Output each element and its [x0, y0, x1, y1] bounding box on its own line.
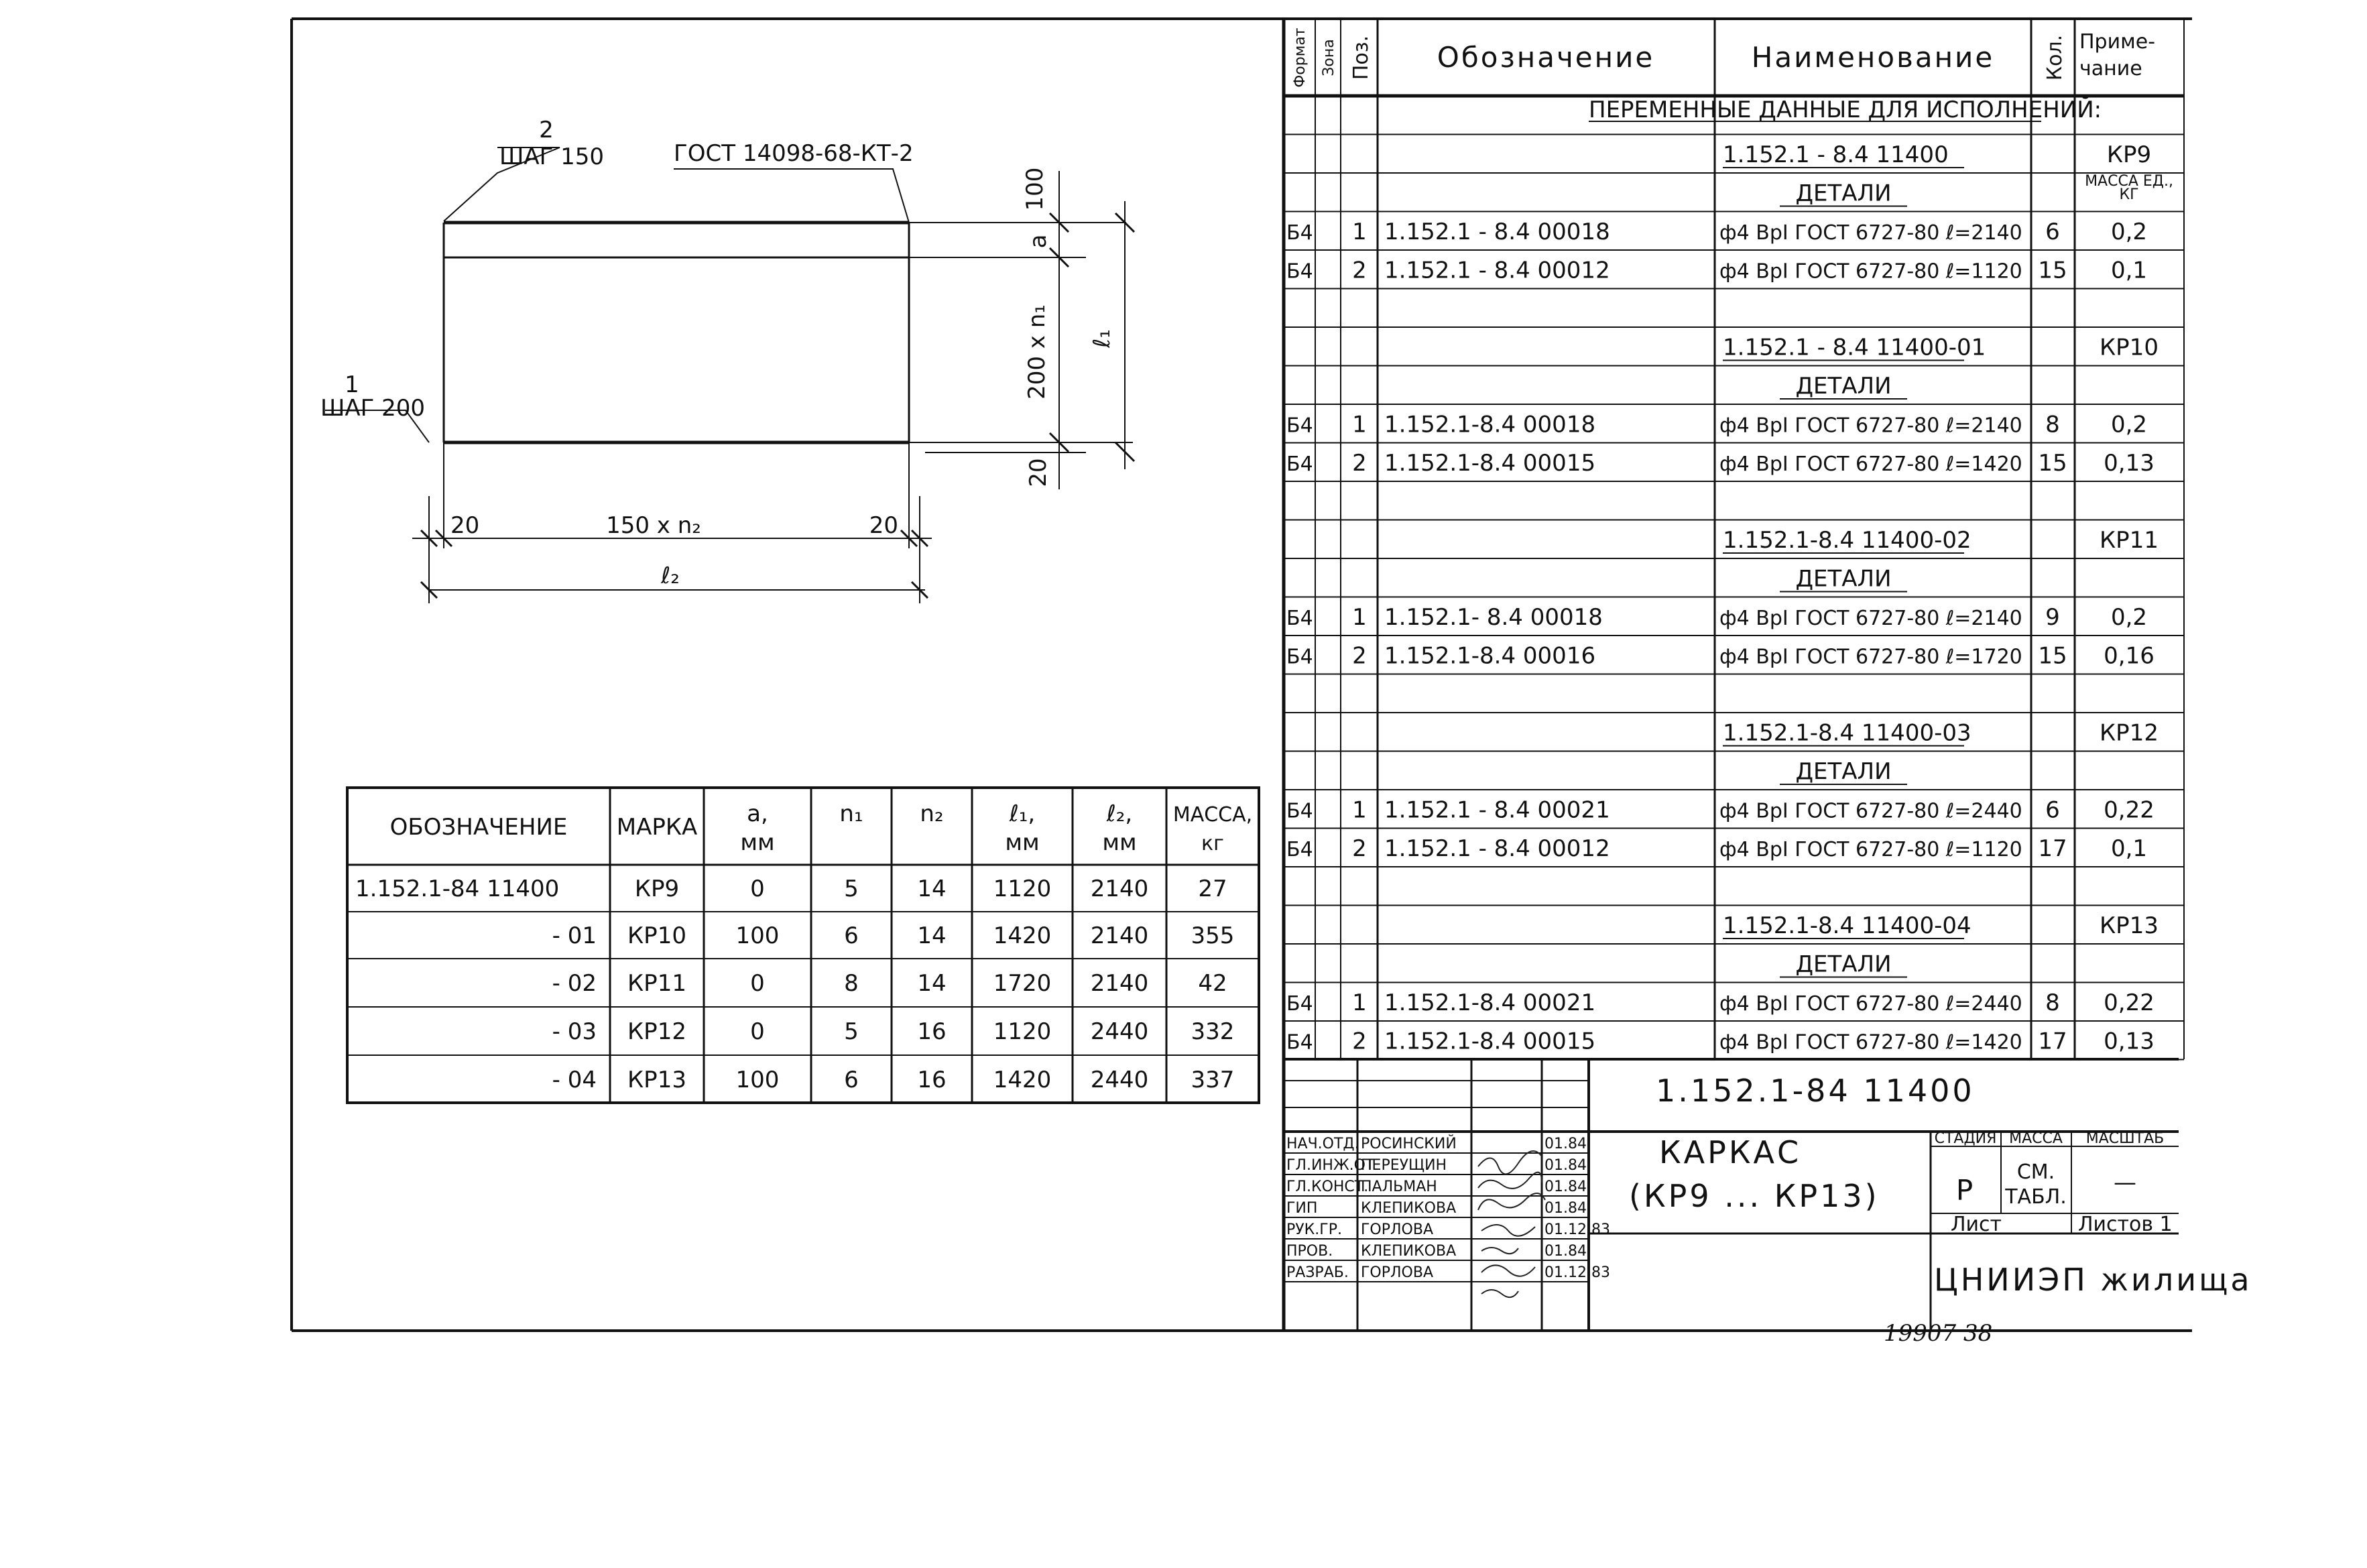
spec-item-qty: 17: [2038, 1028, 2067, 1055]
spec-item-mass: 0,1: [2110, 257, 2148, 284]
param-cell: 6: [844, 922, 859, 949]
signature-date: 01.84: [1544, 1179, 1587, 1195]
param-cell: 337: [1191, 1067, 1235, 1093]
param-cell: 332: [1191, 1018, 1235, 1045]
spec-variant-code: 1.152.1 - 8.4 11400-01: [1723, 334, 1986, 361]
spec-item-name: ф4 ВрI ГОСТ 6727-80 ℓ=1120: [1719, 259, 2022, 284]
dim-bottom-label: 20: [1025, 458, 1052, 487]
param-cell: 100: [735, 922, 780, 949]
spec-item-format: Б4: [1286, 838, 1313, 861]
spec-item-format: Б4: [1286, 607, 1313, 630]
spec-item-mass: 0,2: [2110, 411, 2148, 438]
spec-header-zone: Зона: [1321, 39, 1337, 76]
spec-item-pos: 2: [1352, 450, 1367, 477]
param-row-designation: - 03: [552, 1018, 597, 1045]
spec-header-qty: Кол.: [2043, 34, 2067, 81]
param-cell: 1720: [993, 970, 1052, 997]
spec-item-designation: 1.152.1-8.4 00015: [1384, 1028, 1596, 1055]
callout-1-step: ШАГ 200: [320, 395, 426, 422]
callout-2-pos: 2: [539, 117, 554, 143]
spec-item-name: ф4 ВрI ГОСТ 6727-80 ℓ=1420: [1719, 453, 2022, 476]
signature-date: 01.84: [1544, 1157, 1587, 1174]
spec-item-pos: 1: [1352, 989, 1367, 1016]
param-row-designation: 1.152.1-84 11400: [355, 876, 560, 902]
param-header-a: a,: [747, 800, 768, 827]
param-cell: 8: [844, 970, 859, 997]
spec-variant-code: 1.152.1-8.4 11400-03: [1723, 719, 1971, 747]
signature-date: 01.84: [1544, 1136, 1587, 1152]
spec-item-mass: 0,13: [2104, 1028, 2154, 1055]
spec-variant-mark: КР10: [2100, 334, 2159, 361]
sheets-label: Листов 1: [2078, 1213, 2173, 1236]
signature-role: ГЛ.ИНЖ.ОТ: [1286, 1157, 1375, 1174]
mass-value-2: ТАБЛ.: [2005, 1185, 2067, 1209]
spec-item-designation: 1.152.1- 8.4 00018: [1384, 604, 1603, 631]
spec-item-format: Б4: [1286, 414, 1313, 438]
spec-item-qty: 6: [2045, 219, 2060, 245]
spec-item-pos: 1: [1352, 411, 1367, 438]
param-cell: 100: [735, 1067, 780, 1093]
param-header-mass: МАССА,: [1172, 803, 1253, 827]
spec-variant-code: 1.152.1-8.4 11400-04: [1723, 912, 1971, 939]
spec-item-name: ф4 ВрI ГОСТ 6727-80 ℓ=2140: [1719, 414, 2022, 438]
title-block: [1629, 1073, 2252, 1298]
spec-item-designation: 1.152.1-8.4 00018: [1384, 411, 1596, 438]
spec-item-designation: 1.152.1-8.4 00021: [1384, 989, 1596, 1016]
param-header-a-unit: мм: [740, 829, 775, 856]
mass-label: МАССА: [2009, 1130, 2063, 1147]
param-cell: 16: [917, 1018, 947, 1045]
signature-role: ГИП: [1286, 1200, 1318, 1217]
callout-2-step: ШАГ 150: [499, 143, 605, 170]
spec-item-qty: 17: [2038, 835, 2067, 862]
spec-item-format: Б4: [1286, 799, 1313, 823]
spec-item-mass: 0,2: [2110, 604, 2148, 631]
param-cell: 5: [844, 876, 859, 902]
spec-item-format: Б4: [1286, 453, 1313, 476]
spec-section-title: ДЕТАЛИ: [1795, 565, 1892, 593]
signature-name: ПЕРЕУЩИН: [1361, 1157, 1447, 1174]
param-cell: КР9: [634, 876, 680, 902]
signature-scribbles: [1478, 1151, 1545, 1297]
param-cell: 2140: [1090, 970, 1149, 997]
spec-item-mass: 0,1: [2110, 835, 2148, 862]
dim-l2-label: ℓ₂: [661, 562, 680, 589]
dim-right-label: 20: [869, 512, 898, 539]
spec-item-qty: 9: [2045, 604, 2060, 631]
mass-unit-header: МАССА ЕД.,: [2085, 173, 2173, 190]
spec-item-format: Б4: [1286, 1030, 1313, 1054]
signature-name: ПАЛЬМАН: [1361, 1179, 1437, 1195]
signature-role: НАЧ.ОТД.: [1286, 1136, 1359, 1152]
spec-variant-mark: КР13: [2100, 912, 2159, 939]
dim-vertical-label: 200 x n₁: [1024, 304, 1050, 400]
spec-item-qty: 15: [2038, 450, 2067, 477]
spec-item-format: Б4: [1286, 992, 1313, 1016]
param-cell: 6: [844, 1067, 859, 1093]
param-cell: КР10: [627, 922, 686, 949]
spec-item-pos: 2: [1352, 835, 1367, 862]
param-cell: 0: [750, 970, 765, 997]
param-table-rows: [355, 876, 1234, 1093]
spec-item-pos: 1: [1352, 604, 1367, 631]
param-cell: 1420: [993, 1067, 1052, 1093]
spec-section-title: ДЕТАЛИ: [1795, 951, 1892, 978]
param-cell: 355: [1191, 922, 1235, 949]
spec-item-pos: 1: [1352, 219, 1367, 245]
spec-item-pos: 1: [1352, 796, 1367, 824]
spec-header-note-1: Приме-: [2079, 30, 2156, 54]
param-cell: 0: [750, 876, 765, 902]
param-header-mark: МАРКА: [616, 814, 698, 841]
dim-top-label: 100: [1022, 167, 1048, 211]
spec-item-name: ф4 ВрI ГОСТ 6727-80 ℓ=1420: [1719, 1030, 2022, 1054]
dim-left-label: 20: [450, 512, 480, 539]
param-cell: 14: [917, 970, 947, 997]
spec-variant-mark: КР11: [2100, 527, 2159, 554]
signature-name: ГОРЛОВА: [1361, 1221, 1434, 1238]
spec-item-name: ф4 ВрI ГОСТ 6727-80 ℓ=1720: [1719, 645, 2022, 669]
spec-item-pos: 2: [1352, 642, 1367, 670]
spec-table-header: [1292, 27, 2155, 87]
param-cell: 2440: [1090, 1018, 1149, 1045]
footer-stamp: 19907 38: [1884, 1320, 1993, 1347]
spec-item-pos: 2: [1352, 1028, 1367, 1055]
param-cell: 27: [1198, 876, 1227, 902]
param-header-mass-unit: кг: [1201, 832, 1224, 855]
signature-date: 01.12.83: [1544, 1221, 1610, 1238]
drawing-subtitle: (КР9 ... КР13): [1629, 1178, 1880, 1214]
document-code: 1.152.1-84 11400: [1656, 1073, 1975, 1109]
stage-value: Р: [1955, 1174, 1976, 1207]
dim-l1-label: ℓ₁: [1089, 329, 1115, 348]
spec-header-name: Наименование: [1751, 41, 1995, 74]
signature-role: ГЛ.КОНСТ.: [1286, 1179, 1369, 1195]
param-header-l1: ℓ₁,: [1009, 800, 1036, 827]
spec-item-mass: 0,16: [2104, 642, 2154, 670]
param-cell: КР12: [627, 1018, 686, 1045]
spec-item-name: ф4 ВрI ГОСТ 6727-80 ℓ=2140: [1719, 221, 2022, 245]
param-row-designation: - 02: [552, 970, 597, 997]
spec-item-format: Б4: [1286, 259, 1313, 284]
signature-rows: [1286, 1135, 1610, 1281]
param-cell: 16: [917, 1067, 947, 1093]
spec-item-designation: 1.152.1 - 8.4 00021: [1384, 796, 1610, 824]
weld-standard-label: ГОСТ 14098-68-КТ-2: [674, 140, 914, 167]
signature-date: 01.12.83: [1544, 1264, 1610, 1281]
organization-name: ЦНИИЭП жилища: [1934, 1262, 2252, 1298]
param-table-header: [390, 800, 1253, 856]
spec-item-name: ф4 ВрI ГОСТ 6727-80 ℓ=1120: [1719, 838, 2022, 861]
signature-role: ПРОВ.: [1286, 1243, 1333, 1260]
dim-a-label: a: [1025, 234, 1052, 249]
spec-item-qty: 8: [2045, 411, 2060, 438]
spec-item-name: ф4 ВрI ГОСТ 6727-80 ℓ=2140: [1719, 607, 2022, 630]
param-cell: 2140: [1090, 922, 1149, 949]
spec-item-mass: 0,22: [2104, 796, 2154, 824]
param-header-l2: ℓ₂,: [1106, 800, 1133, 827]
drawing-title: КАРКАС: [1659, 1134, 1802, 1170]
spec-item-designation: 1.152.1 - 8.4 00018: [1384, 219, 1610, 245]
spec-item-qty: 6: [2045, 796, 2060, 824]
signature-role: РУК.ГР.: [1286, 1221, 1342, 1238]
spec-item-designation: 1.152.1-8.4 00016: [1384, 642, 1596, 670]
spec-item-format: Б4: [1286, 645, 1313, 669]
spec-section-title: ДЕТАЛИ: [1795, 373, 1892, 400]
param-cell: КР11: [627, 970, 686, 997]
spec-item-mass: 0,22: [2104, 989, 2154, 1016]
param-header-l1-unit: мм: [1005, 829, 1040, 856]
spec-item-name: ф4 ВрI ГОСТ 6727-80 ℓ=2440: [1719, 799, 2022, 823]
param-cell: 1120: [993, 1018, 1052, 1045]
mass-unit-header-2: КГ: [2119, 186, 2139, 203]
signature-date: 01.84: [1544, 1200, 1587, 1217]
param-cell: 5: [844, 1018, 859, 1045]
spec-variant-mark: КР12: [2100, 719, 2159, 747]
spec-header-designation: Обозначение: [1437, 41, 1655, 74]
spec-item-designation: 1.152.1 - 8.4 00012: [1384, 835, 1610, 862]
spec-section-title: ДЕТАЛИ: [1795, 180, 1892, 207]
spec-item-qty: 8: [2045, 989, 2060, 1016]
param-row-designation: - 01: [552, 922, 597, 949]
signature-name: КЛЕПИКОВА: [1361, 1243, 1457, 1260]
param-cell: 1420: [993, 922, 1052, 949]
param-header-designation: ОБОЗНАЧЕНИЕ: [389, 814, 568, 841]
param-cell: 42: [1198, 970, 1227, 997]
scale-label: МАСШТАБ: [2085, 1130, 2165, 1147]
spec-item-format: Б4: [1286, 221, 1313, 245]
param-cell: 14: [917, 922, 947, 949]
spec-item-designation: 1.152.1 - 8.4 00012: [1384, 257, 1610, 284]
param-cell: 2140: [1090, 876, 1149, 902]
spec-item-mass: 0,13: [2104, 450, 2154, 477]
mass-value-1: СМ.: [2016, 1160, 2055, 1184]
spec-item-name: ф4 ВрI ГОСТ 6727-80 ℓ=2440: [1719, 992, 2022, 1016]
spec-variant-code: 1.152.1 - 8.4 11400: [1723, 141, 1949, 168]
signature-name: КЛЕПИКОВА: [1361, 1200, 1457, 1217]
stage-label: СТАДИЯ: [1934, 1130, 1997, 1147]
param-header-n2: n₂: [920, 800, 944, 827]
spec-header-note-2: чание: [2079, 57, 2142, 80]
frame-sketch: [325, 147, 1134, 603]
param-cell: 1120: [993, 876, 1052, 902]
sheet-label: Лист: [1951, 1213, 2002, 1236]
param-cell: 2440: [1090, 1067, 1149, 1093]
spec-variant-mark: КР9: [2106, 141, 2152, 168]
dim-horizontal-label: 150 x n₂: [606, 512, 701, 539]
param-header-n1: n₁: [839, 800, 863, 827]
signature-name: РОСИНСКИЙ: [1361, 1136, 1457, 1152]
signature-role: РАЗРАБ.: [1286, 1264, 1349, 1281]
param-header-l2-unit: мм: [1102, 829, 1137, 856]
spec-header-format: Формат: [1292, 27, 1309, 88]
spec-item-qty: 15: [2038, 257, 2067, 284]
spec-item-mass: 0,2: [2110, 219, 2148, 245]
variable-data-title: ПЕРЕМЕННЫЕ ДАННЫЕ ДЛЯ ИСПОЛНЕНИЙ:: [1589, 97, 2102, 123]
callout-1-pos: 1: [345, 371, 359, 398]
spec-item-designation: 1.152.1-8.4 00015: [1384, 450, 1596, 477]
spec-item-pos: 2: [1352, 257, 1367, 284]
spec-table-body: [1286, 96, 2173, 1055]
spec-header-pos: Поз.: [1349, 35, 1373, 80]
spec-variant-code: 1.152.1-8.4 11400-02: [1723, 527, 1971, 554]
scale-value: —: [2114, 1169, 2136, 1196]
param-cell: 0: [750, 1018, 765, 1045]
signature-name: ГОРЛОВА: [1361, 1264, 1434, 1281]
spec-section-title: ДЕТАЛИ: [1795, 758, 1892, 785]
signature-date: 01.84: [1544, 1243, 1587, 1260]
param-cell: КР13: [627, 1067, 686, 1093]
param-row-designation: - 04: [552, 1067, 597, 1093]
param-cell: 14: [917, 876, 947, 902]
spec-item-qty: 15: [2038, 642, 2067, 670]
